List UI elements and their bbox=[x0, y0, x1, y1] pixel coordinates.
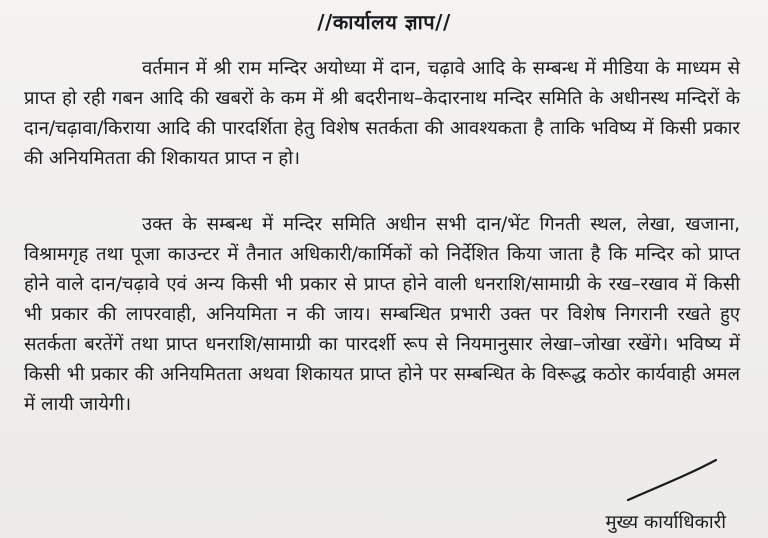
document-heading: //कार्यालय ज्ञाप// bbox=[317, 10, 451, 34]
paragraph-context: वर्तमान में श्री राम मन्दिर अयोध्या में दान, चढ़ावे आदि के सम्बन्ध में मीडिया के माध्यम से प्राप्त हो रही गबन आदि की खबरों के कम में श्री बदरीनाथ–केदारनाथ मन्दिर समिति के अधीनस्थ मन्दिरों के दान/चढ़ावा/किराया आदि की पारदर्शिता हेतु विशेष सतर्कता की आवश्यकता है ताकि भविष्य में किसी प्रकार की अनियमितता की शिकायत प्राप्त न हो। bbox=[24, 58, 740, 169]
paragraph-directive: उक्त के सम्बन्ध में मन्दिर समिति अधीन सभी दान/भेंट गिनती स्थल, लेखा, खजाना, विश्रामगृह तथा पूजा काउन्टर में तैनात अधिकारी/कार्मिकों को निर्देशित किया जाता है कि मन्दिर को प्राप्त होने वाले दान/चढ़ावे एवं अन्य किसी भी प्रकार से प्राप्त होने वाली धनराशि/सामाग्री के रख–रखाव में किसी भी प्रकार की लापरवाही, अनियमिता न की जाय। सम्बन्धित प्रभारी उक्त पर विशेष निगरानी रखते हुए सतर्कता बरतेंगें तथा प्राप्त धनराशि/सामाग्री का पारदर्शी रूप से नियमानुसार लेखा–जोखा रखेंगे। भविष्य में किसी भी प्रकार की अनियमितता अथवा शिकायत प्राप्त होने पर सम्बन्धित के विरूद्ध कठोर कार्यवाही अमल में लायी जायेगी। bbox=[24, 214, 740, 415]
signatory-title: मुख्य कार्याधिकारी bbox=[605, 512, 726, 533]
